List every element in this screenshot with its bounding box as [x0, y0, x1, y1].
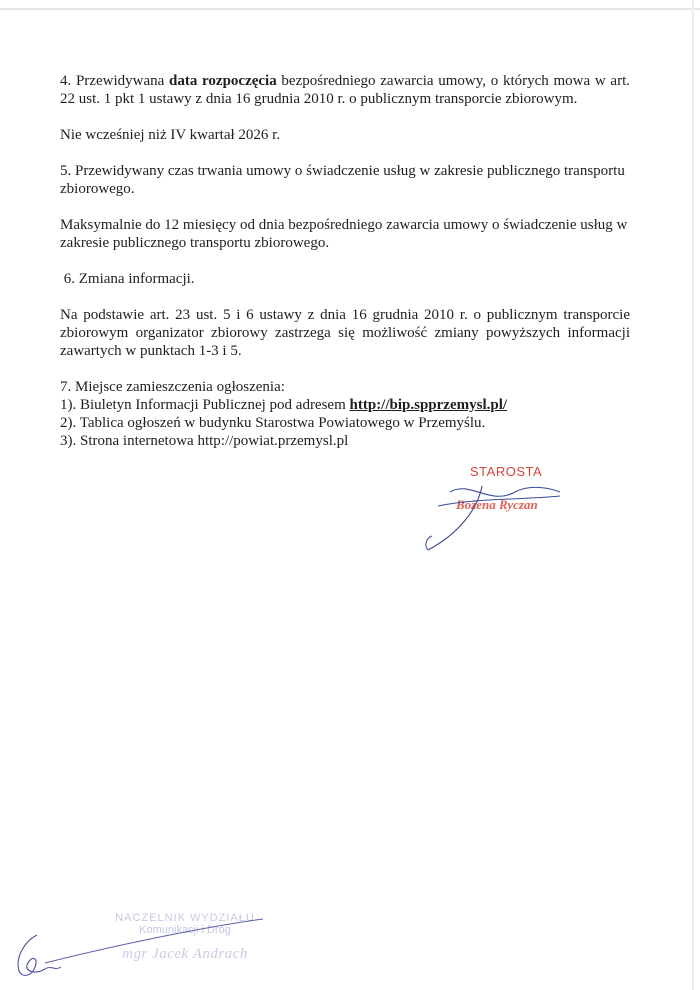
section-4-intro: 4. Przewidywana	[60, 73, 169, 89]
section-7-item-3: 3). Strona internetowa http://powiat.przemysl.pl	[60, 433, 349, 449]
section-7-item-2: 2). Tablica ogłoszeń w budynku Starostwa Powiatowego w Przemyślu.	[60, 415, 486, 431]
section-4-bold-term: data rozpoczęcia	[168, 73, 277, 89]
section-7-item-1	[60, 396, 630, 414]
signature-top	[420, 478, 570, 558]
section-4-answer: Nie wcześniej niż IV kwartał 2026 r.	[60, 127, 281, 143]
section-7-heading: 7. Miejsce zamieszczenia ogłoszenia:	[60, 379, 285, 395]
document-body	[60, 72, 630, 450]
section-6-body: Na podstawie art. 23 ust. 5 i 6 ustawy z dnia 16 grudnia 2010 r. o publicznym transporcie zbiorowym organizator zbiorowy zastrzega się możliwość zmiany powyższych informacji zawartych w punktach 1-3 i 5.	[60, 307, 630, 359]
section-7-item-1-text: 1). Biuletyn Informacji Publicznej pod adresem	[60, 397, 350, 413]
department-stamp-line-1: NACZELNIK WYDZIAŁU	[115, 912, 255, 924]
section-5-answer: Maksymalnie do 12 miesięcy od dnia bezpośredniego zawarcia umowy o świadczenie usług w zakresie publicznego transportu zbiorowego.	[60, 217, 628, 251]
section-4-rest: bezpośredniego zawarcia umowy, o których mowa w art. 22 ust. 1 pkt 1 ustawy z dnia 16 grudnia 2010 r. o publicznym transporcie zbiorowym.	[60, 73, 630, 107]
page-top-edge	[0, 8, 700, 10]
department-stamp-name: mgr Jacek Andrach	[122, 946, 248, 962]
section-5-heading: 5. Przewidywany czas trwania umowy o świadczenie usług w zakresie publicznego transportu zbiorowego.	[60, 163, 625, 197]
stamp-name: Bożena Ryczan	[456, 497, 538, 512]
stamp-title: STAROSTA	[470, 464, 543, 479]
section-7	[60, 378, 630, 450]
page-right-edge	[692, 0, 694, 990]
section-4-paragraph	[60, 72, 630, 108]
signature-bottom	[5, 905, 275, 990]
department-stamp-line-2: Komunikacji i Dróg	[139, 924, 231, 936]
bip-link[interactable]: http://bip.spprzemysl.pl/	[349, 397, 508, 413]
section-6-heading: 6. Zmiana informacji.	[60, 271, 195, 287]
